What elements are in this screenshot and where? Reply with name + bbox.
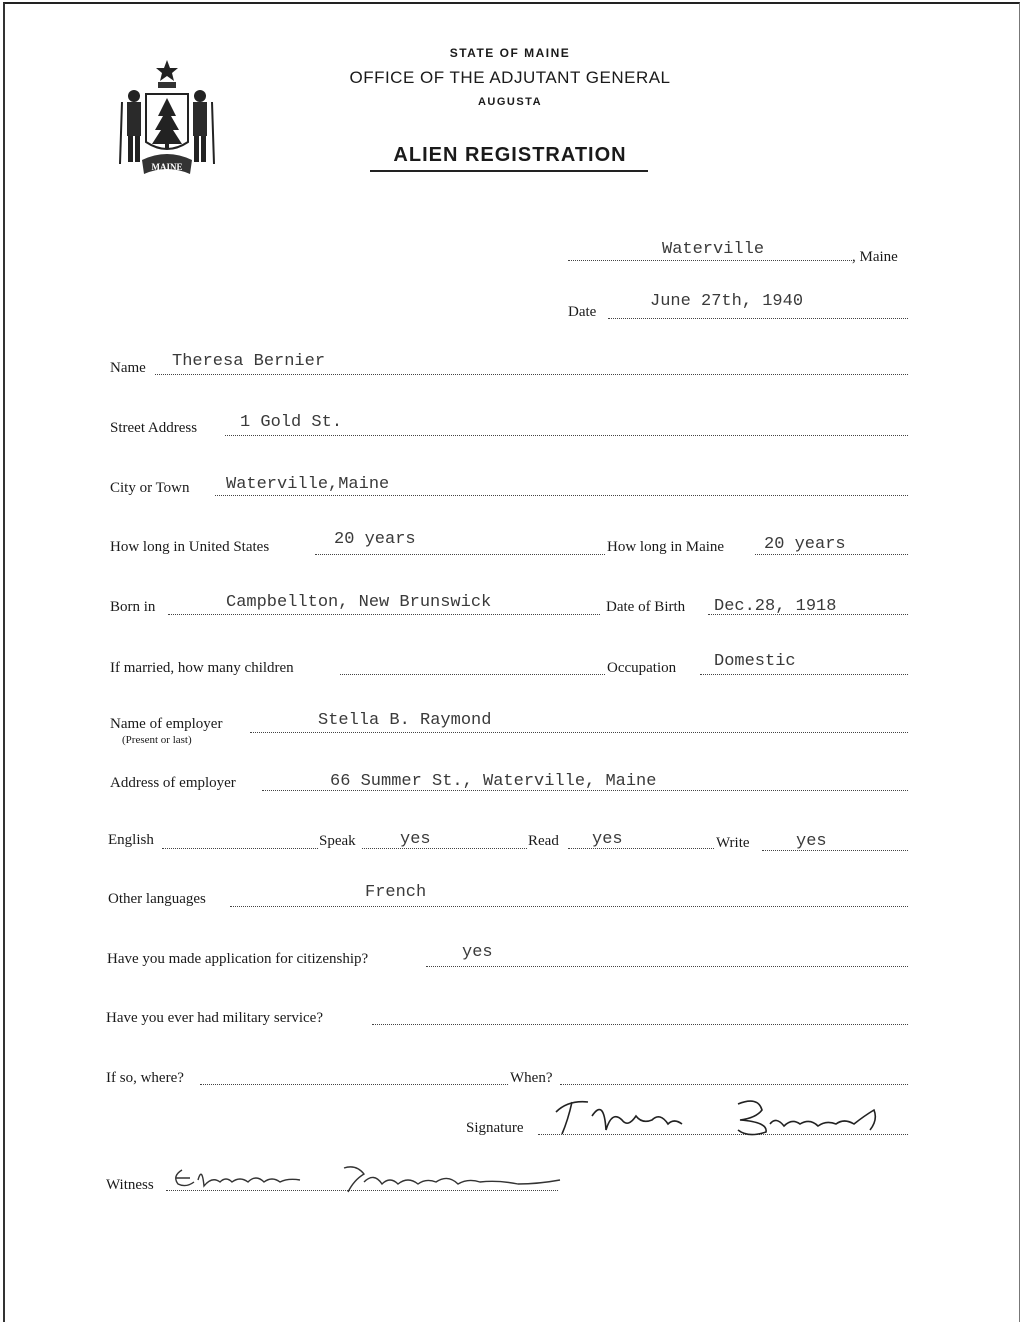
svg-text:MAINE: MAINE [151,162,183,172]
name-value[interactable]: Theresa Bernier [172,352,326,371]
other-languages-label: Other languages [108,891,206,907]
city-line [215,495,908,496]
state-seal-icon [112,56,222,188]
military-label: Have you ever had military service? [106,1010,323,1026]
date-value[interactable]: June 27th, 1940 [650,292,804,311]
military-line[interactable] [372,1024,908,1025]
date-line [608,318,908,319]
occupation-value[interactable]: Domestic [714,652,796,671]
signature-handwriting[interactable] [548,1090,908,1146]
english-line [162,848,318,849]
dob-line [708,614,908,615]
employer-sublabel: (Present or last) [122,734,192,746]
speak-value[interactable]: yes [400,830,431,849]
born-label: Born in [110,599,156,615]
read-line [568,848,714,849]
born-line [168,614,600,615]
speak-label: Speak [319,833,356,849]
occupation-line [700,674,908,675]
us-years-label: How long in United States [110,539,270,555]
date-label: Date [568,304,597,320]
born-value[interactable]: Campbellton, New Brunswick [226,593,492,612]
maine-years-label: How long in Maine [607,539,725,555]
children-label: If married, how many children [110,660,294,676]
name-line [155,374,908,375]
where-label: If so, where? [106,1070,184,1086]
citizenship-value[interactable]: yes [462,943,493,962]
header-city: AUGUSTA [477,96,543,108]
dob-value[interactable]: Dec.28, 1918 [714,597,837,616]
employer-address-value[interactable]: 66 Summer St., Waterville, Maine [330,772,657,791]
write-line [762,850,908,851]
town-suffix: , Maine [852,249,898,265]
city-label: City or Town [110,480,190,496]
employer-label: Name of employer [110,716,223,732]
english-label: English [108,832,154,848]
header-state: STATE OF MAINE [449,46,571,60]
title-underline [370,170,648,172]
town-value[interactable]: Waterville [662,240,765,259]
town-line [568,260,852,261]
name-label: Name [110,360,146,376]
citizenship-label: Have you made application for citizenship? [107,951,369,967]
children-line[interactable] [340,674,605,675]
other-languages-line [230,906,908,907]
dob-label: Date of Birth [606,599,686,615]
where-line[interactable] [200,1084,508,1085]
form-title: ALIEN REGISTRATION [393,144,627,166]
write-label: Write [716,835,750,851]
employer-value[interactable]: Stella B. Raymond [318,711,492,730]
header-office: OFFICE OF THE ADJUTANT GENERAL [349,68,671,87]
us-years-line [315,554,605,555]
maine-years-line [755,554,908,555]
when-label: When? [510,1070,553,1086]
witness-handwriting[interactable] [168,1158,568,1200]
employer-address-line [262,790,908,791]
employer-line [250,732,908,733]
other-languages-value[interactable]: French [365,883,427,902]
us-years-value[interactable]: 20 years [334,530,416,549]
write-value[interactable]: yes [796,832,827,851]
employer-address-label: Address of employer [110,775,236,791]
read-value[interactable]: yes [592,830,623,849]
street-value[interactable]: 1 Gold St. [240,413,343,432]
citizenship-line [426,966,908,967]
street-label: Street Address [110,420,198,436]
witness-label: Witness [106,1177,154,1193]
maine-years-value[interactable]: 20 years [764,535,846,554]
occupation-label: Occupation [607,660,677,676]
speak-line [362,848,527,849]
when-line[interactable] [560,1084,908,1085]
street-line [225,435,908,436]
city-value[interactable]: Waterville,Maine [226,475,390,494]
read-label: Read [528,833,559,849]
signature-label: Signature [466,1120,524,1136]
